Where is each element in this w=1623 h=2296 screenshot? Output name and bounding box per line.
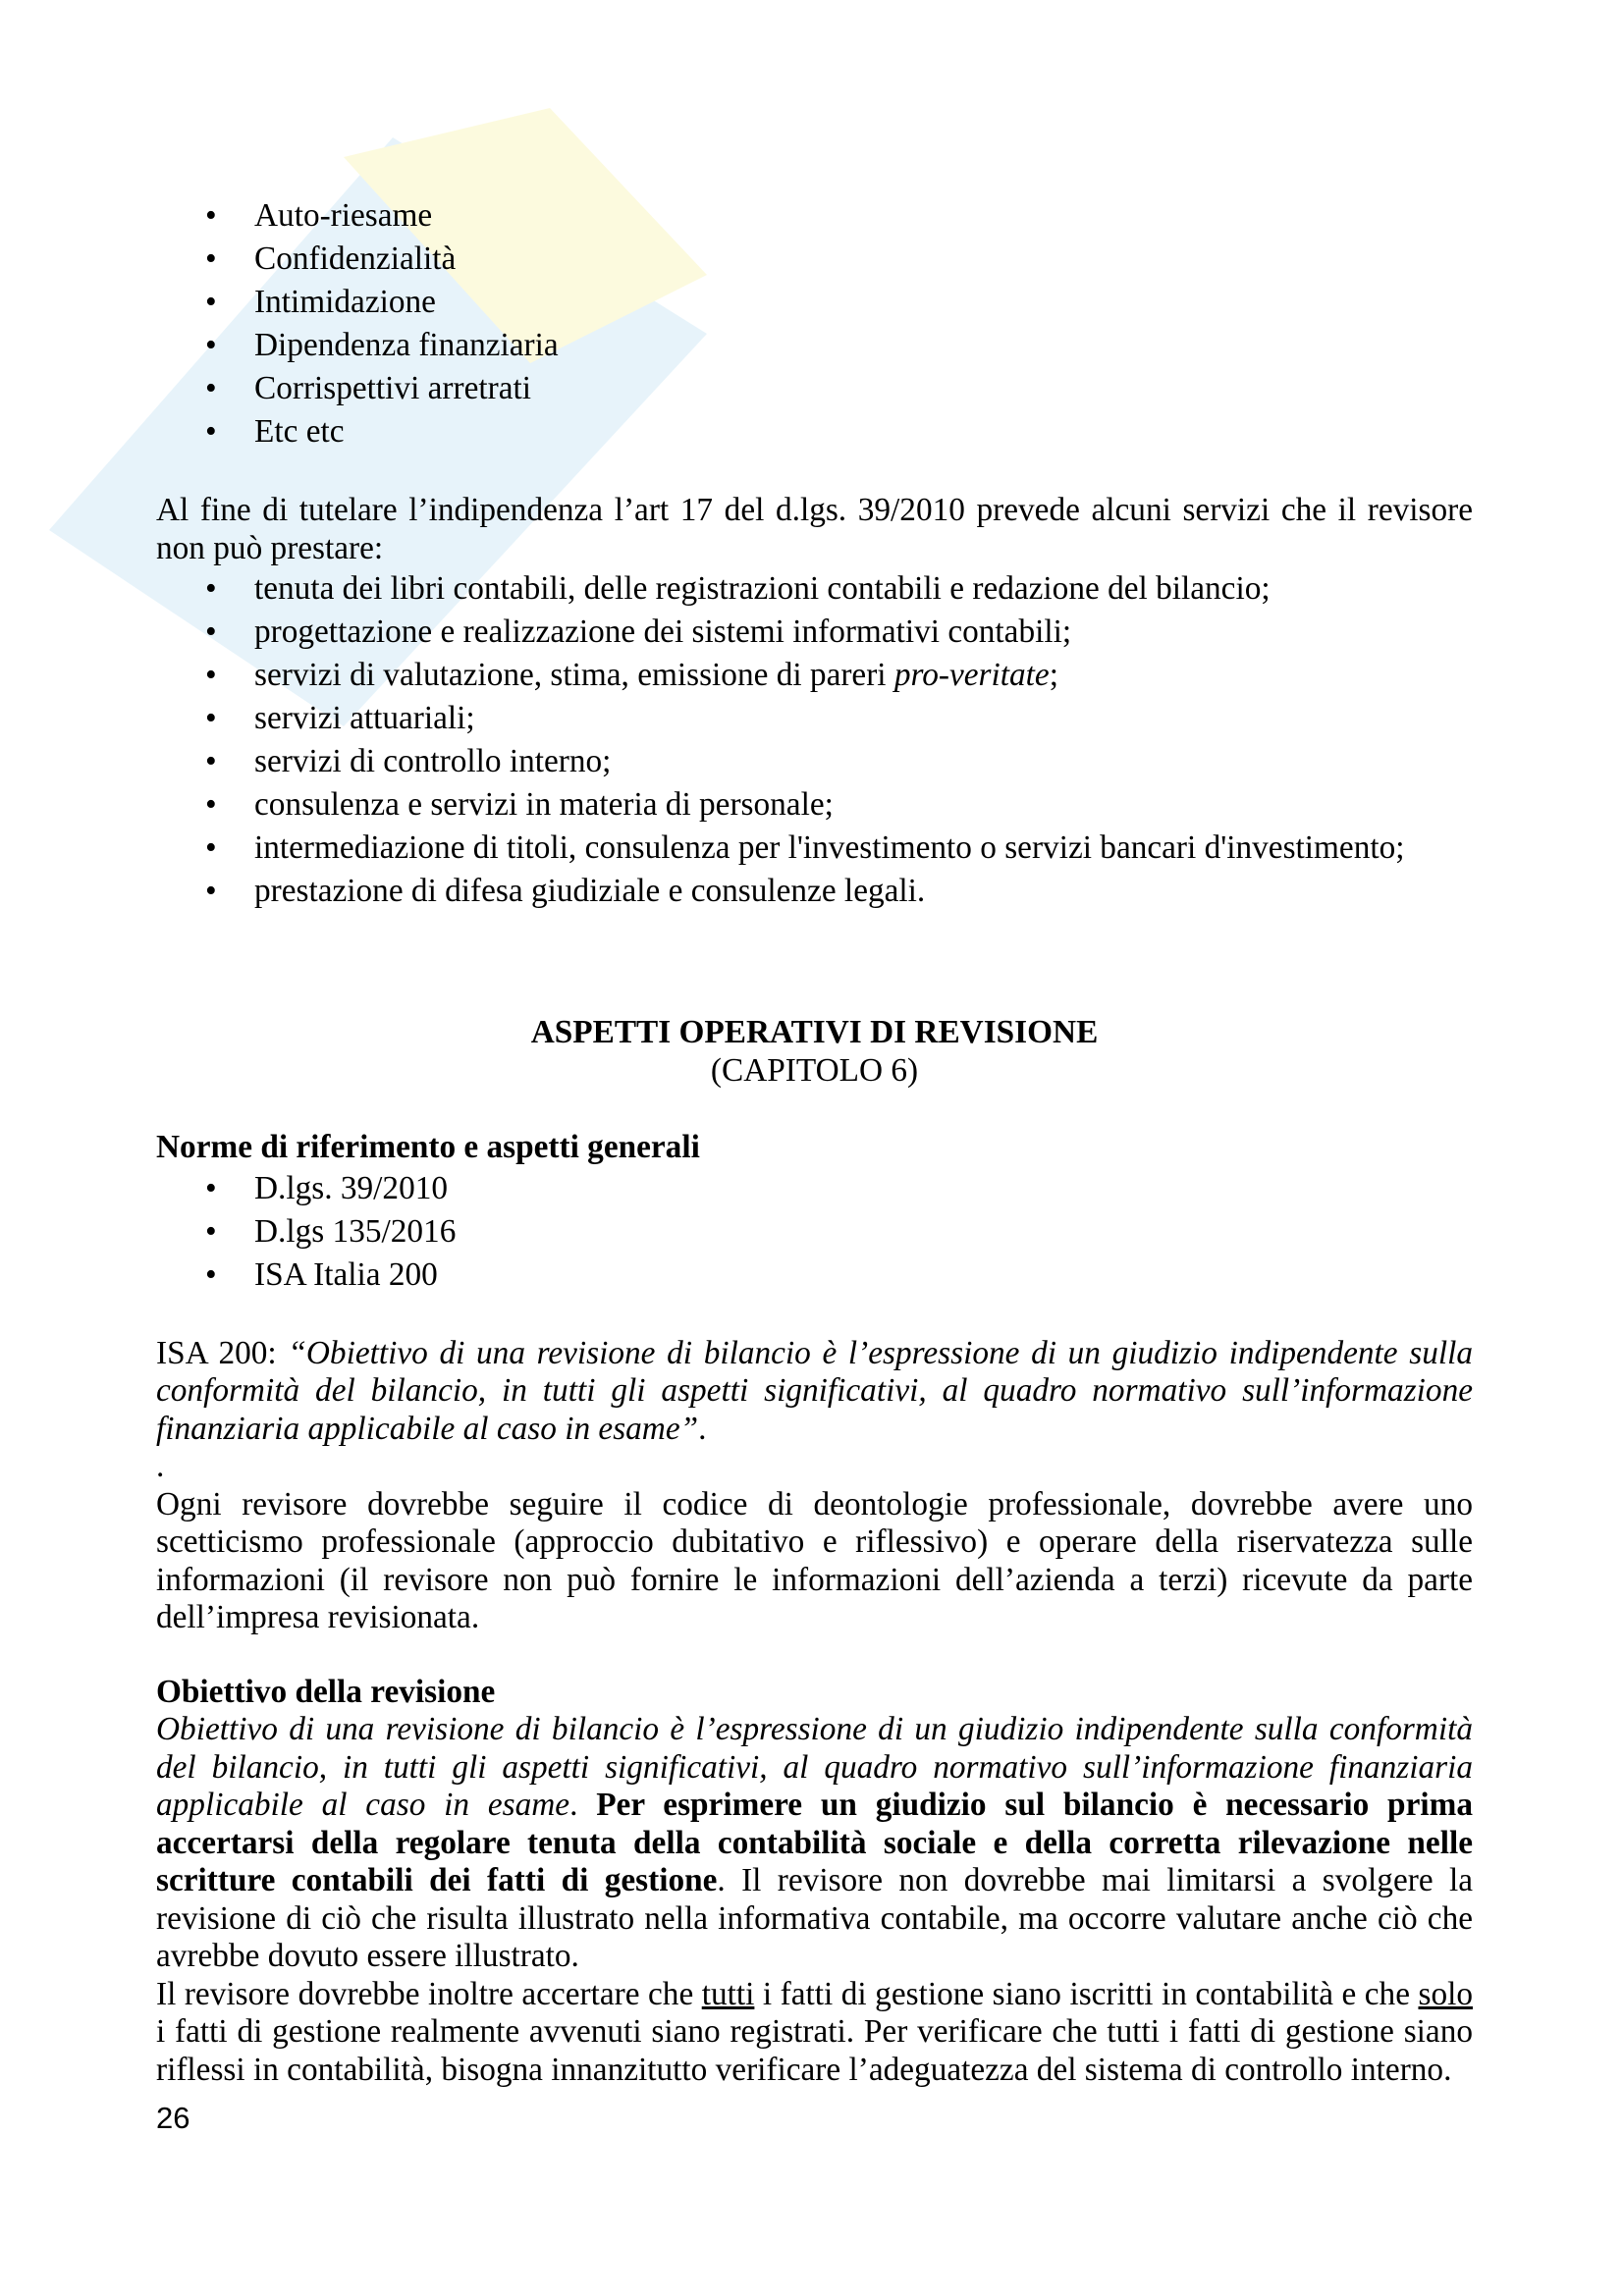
list-item: • Etc etc: [205, 413, 345, 450]
list-item: • D.lgs 135/2016: [205, 1212, 457, 1250]
list-item: • ISA Italia 200: [205, 1255, 438, 1293]
list-item: • Confidenzialità: [205, 240, 457, 277]
page-number: 26: [156, 2101, 190, 2135]
isa-200-quote: ISA 200: “Obiettivo di una revisione di bilancio è l’espressione di un giudizio indipendente sulla conformità del bilancio, in tutti gli aspetti significativi, al quadro normativo sull’informazione finanziaria applicabile al caso in esame”.: [156, 1334, 1473, 1447]
section-title: ASPETTI OPERATIVI DI REVISIONE: [530, 1014, 1099, 1050]
list-item: • consulenza e servizi in materia di personale;: [205, 786, 834, 823]
list-item: • D.lgs. 39/2010: [205, 1169, 449, 1206]
threats-list: [156, 194, 1473, 454]
list-item: • servizi di valutazione, stima, emissione di pareri pro-veritate;: [205, 657, 1058, 693]
document-body: [156, 0, 1473, 2196]
prohibited-services-list: [156, 567, 1473, 913]
verifica-paragraph: Il revisore dovrebbe inoltre accertare che tutti i fatti di gestione siano iscritti in contabilità e che solo i fatti di gestione realmente avvenuti siano registrati. Per verificare che tutti i fatti di gestione siano riflessi in contabilità, bisogna innanzitutto verificare l’adeguatezza del sistema di controllo interno.: [156, 1975, 1473, 2088]
stray-dot: .: [156, 1448, 165, 1484]
list-item: • tenuta dei libri contabili, delle registrazioni contabili e redazione del bilancio;: [205, 570, 1271, 607]
section-subtitle: (CAPITOLO 6): [710, 1051, 919, 1089]
obiettivo-heading: Obiettivo della revisione: [156, 1673, 496, 1710]
list-item: • Dipendenza finanziaria: [205, 327, 559, 363]
list-item: • progettazione e realizzazione dei sistemi informativi contabili;: [205, 614, 1072, 650]
art17-paragraph: Al fine di tutelare l’indipendenza l’art 17 del d.lgs. 39/2010 prevede alcuni servizi che il revisore non può prestare:: [156, 492, 1473, 566]
norme-list: [156, 1167, 1473, 1297]
list-item: • Intimidazione: [205, 284, 436, 320]
list-item: • servizi di controllo interno;: [205, 743, 612, 779]
ethics-paragraph: Ogni revisore dovrebbe seguire il codice di deontologie professionale, dovrebbe avere uno scetticismo professionale (approccio dubitativo e riflessivo) e operare della riservatezza sulle informazioni (il revisore non può fornire le informazioni dell’azienda a terzi) ricevute da parte dell’impresa revisionata.: [156, 1485, 1473, 1635]
list-item: • prestazione di difesa giudiziale e consulenze legali.: [205, 873, 926, 909]
norme-heading: Norme di riferimento e aspetti generali: [156, 1129, 700, 1165]
list-item: • intermediazione di titoli, consulenza per l'investimento o servizi bancari d'investimento;: [205, 829, 1405, 866]
obiettivo-paragraph: Obiettivo di una revisione di bilancio è l’espressione di un giudizio indipendente sulla conformità del bilancio, in tutti gli aspetti significativi, al quadro normativo sull’informazione finanziaria applicabile al caso in esame. Per esprimere un giudizio sul bilancio è necessario prima accertarsi della regolare tenuta della contabilità sociale e della corretta rilevazione nelle scritture contabili dei fatti di gestione. Il revisore non dovrebbe mai limitarsi a svolgere la revisione di ciò che risulta illustrato nella informativa contabile, ma occorre valutare anche ciò che avrebbe dovuto essere illustrato.: [156, 1711, 1474, 1974]
list-item: • Corrispettivi arretrati: [205, 370, 531, 406]
list-item: • servizi attuariali;: [205, 700, 475, 736]
list-item: • Auto-riesame: [205, 197, 433, 234]
section-heading: [156, 1014, 1473, 1090]
